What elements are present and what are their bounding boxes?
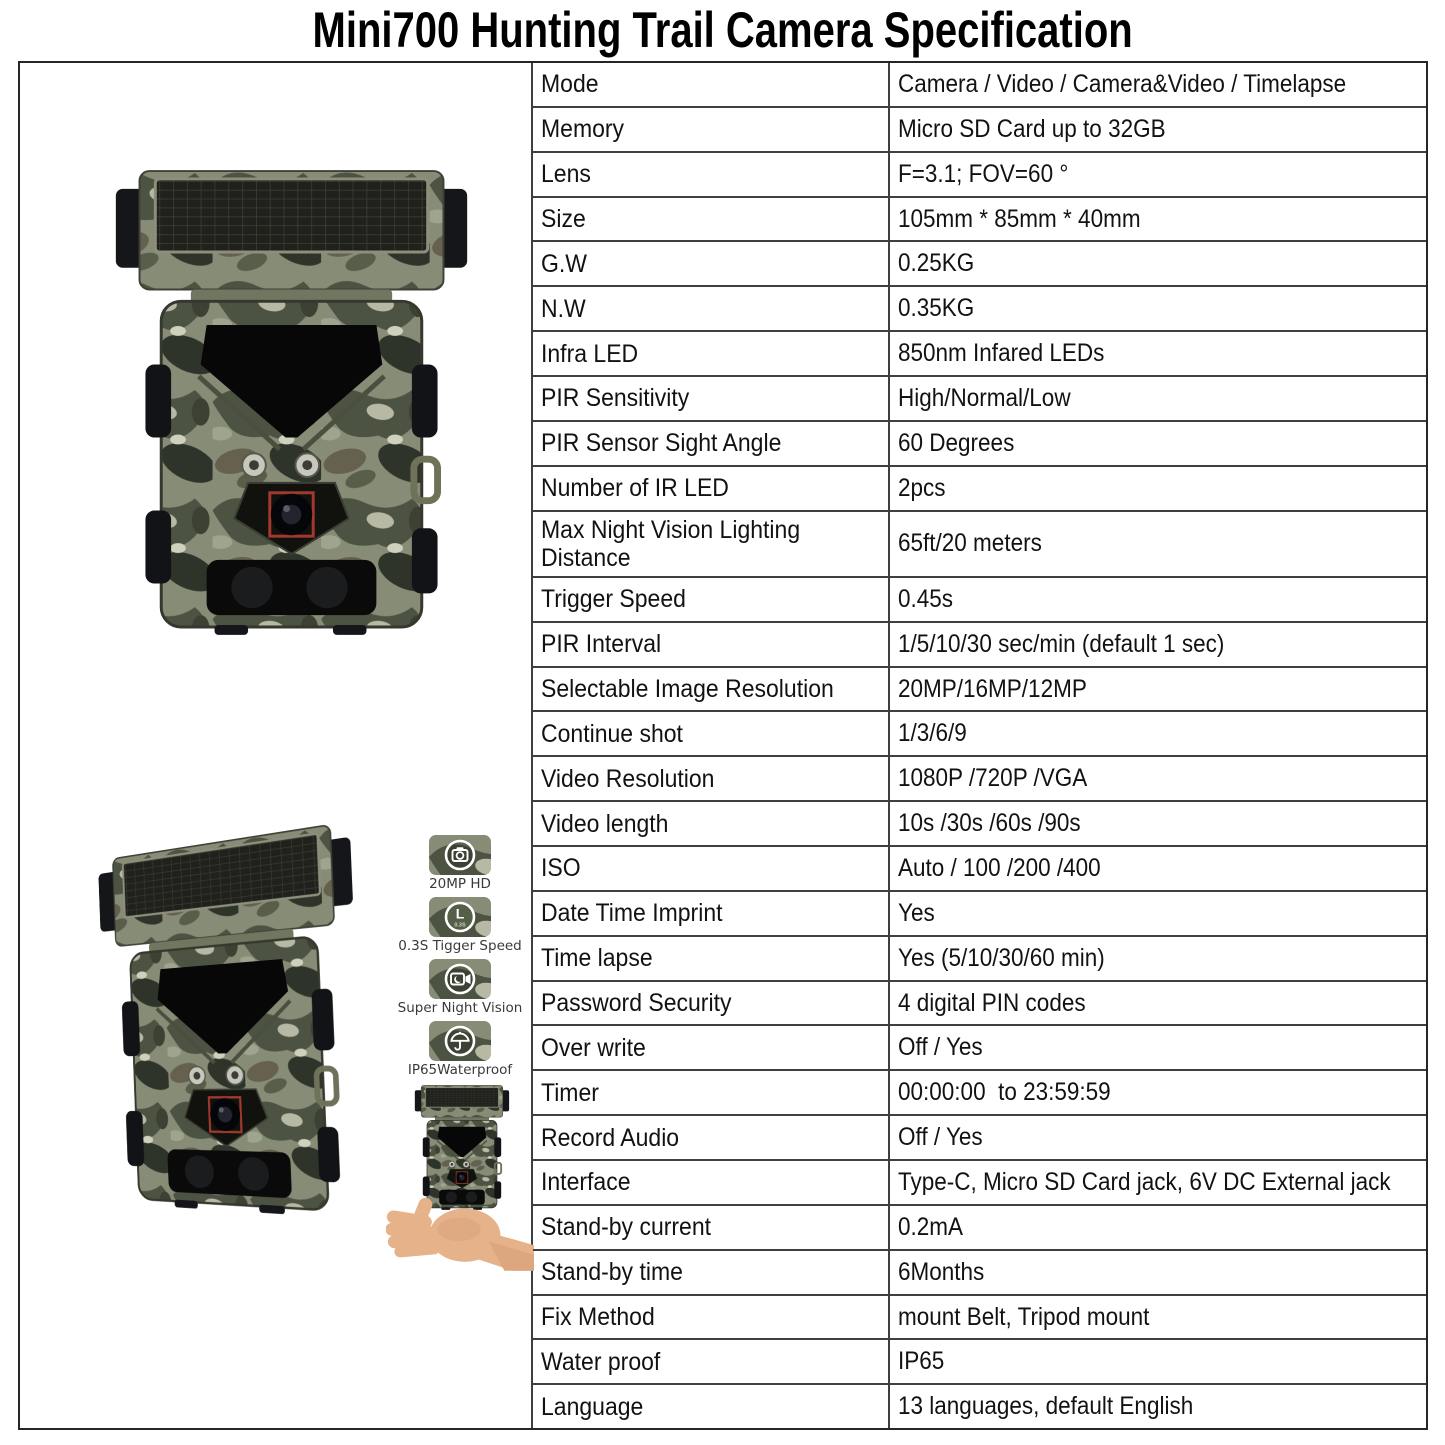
spec-value: 105mm * 85mm * 40mm bbox=[898, 204, 1141, 233]
spec-label: Max Night Vision Lighting Distance bbox=[533, 512, 890, 576]
trigger-speed-icon bbox=[429, 897, 491, 937]
spec-row bbox=[533, 1204, 1426, 1249]
spec-row bbox=[533, 755, 1426, 800]
camera-icon bbox=[429, 835, 491, 875]
spec-value: 2pcs bbox=[898, 473, 946, 502]
spec-row bbox=[533, 1114, 1426, 1159]
spec-value: 0.2mA bbox=[898, 1212, 964, 1241]
spec-row bbox=[533, 576, 1426, 621]
spec-label: Continue shot bbox=[533, 712, 890, 755]
spec-label: Record Audio bbox=[533, 1116, 890, 1159]
spec-row bbox=[533, 980, 1426, 1025]
spec-value: 00:00:00 to 23:59:59 bbox=[898, 1078, 1111, 1107]
spec-row bbox=[533, 845, 1426, 890]
spec-table bbox=[533, 63, 1426, 1428]
spec-row bbox=[533, 1069, 1426, 1114]
spec-label: Stand-by current bbox=[533, 1206, 890, 1249]
spec-value: 20MP/16MP/12MP bbox=[898, 674, 1087, 703]
spec-label: Date Time Imprint bbox=[533, 892, 890, 935]
spec-label: Selectable Image Resolution bbox=[533, 668, 890, 711]
spec-row bbox=[533, 1383, 1426, 1428]
spec-label: Fix Method bbox=[533, 1296, 890, 1339]
spec-label: G.W bbox=[533, 242, 890, 285]
spec-value: mount Belt, Tripod mount bbox=[898, 1302, 1150, 1331]
spec-value: 0.25KG bbox=[898, 249, 975, 278]
spec-row bbox=[533, 465, 1426, 510]
spec-value: 850nm Infared LEDs bbox=[898, 339, 1105, 368]
spec-row bbox=[533, 1159, 1426, 1204]
spec-row bbox=[533, 285, 1426, 330]
spec-value: Type-C, Micro SD Card jack, 6V DC External jack bbox=[898, 1167, 1391, 1196]
spec-value: Yes bbox=[898, 898, 935, 927]
spec-value: High/Normal/Low bbox=[898, 383, 1071, 412]
spec-label: PIR Sensitivity bbox=[533, 377, 890, 420]
spec-row bbox=[533, 890, 1426, 935]
camera-in-hand-photo bbox=[386, 1081, 534, 1271]
spec-row bbox=[533, 710, 1426, 755]
spec-row bbox=[533, 151, 1426, 196]
spec-sheet-frame bbox=[18, 61, 1428, 1430]
svg-text:L: L bbox=[455, 905, 465, 922]
spec-row bbox=[533, 666, 1426, 711]
spec-value: 65ft/20 meters bbox=[898, 529, 1042, 558]
spec-label: Video length bbox=[533, 802, 890, 845]
spec-label: Over write bbox=[533, 1026, 890, 1069]
feature-item bbox=[390, 959, 530, 1021]
night-vision-icon bbox=[429, 959, 491, 999]
spec-label: Memory bbox=[533, 108, 890, 151]
spec-label: Size bbox=[533, 198, 890, 241]
camera-front-photo bbox=[104, 163, 479, 637]
spec-row bbox=[533, 330, 1426, 375]
spec-row bbox=[533, 1338, 1426, 1383]
spec-value: Camera / Video / Camera&Video / Timelapse bbox=[898, 69, 1347, 98]
spec-row bbox=[533, 106, 1426, 151]
feature-label: Super Night Vision bbox=[397, 1000, 523, 1016]
spec-value: IP65 bbox=[898, 1347, 945, 1376]
spec-label: Video Resolution bbox=[533, 757, 890, 800]
spec-row bbox=[533, 935, 1426, 980]
spec-label: Password Security bbox=[533, 982, 890, 1025]
feature-badge-list bbox=[390, 835, 530, 1083]
spec-row bbox=[533, 240, 1426, 285]
spec-label: PIR Interval bbox=[533, 623, 890, 666]
spec-label: ISO bbox=[533, 847, 890, 890]
spec-value: 13 languages, default English bbox=[898, 1392, 1194, 1421]
spec-label: Number of IR LED bbox=[533, 467, 890, 510]
feature-item bbox=[390, 897, 530, 959]
spec-label: Interface bbox=[533, 1161, 890, 1204]
spec-label: PIR Sensor Sight Angle bbox=[533, 422, 890, 465]
spec-label: Infra LED bbox=[533, 332, 890, 375]
spec-row bbox=[533, 1294, 1426, 1339]
spec-label: Stand-by time bbox=[533, 1251, 890, 1294]
camera-angled-photo bbox=[90, 792, 378, 1245]
spec-value: Off / Yes bbox=[898, 1123, 983, 1152]
feature-item bbox=[390, 835, 530, 897]
spec-label: Time lapse bbox=[533, 937, 890, 980]
spec-value: Auto / 100 /200 /400 bbox=[898, 853, 1101, 882]
spec-row bbox=[533, 375, 1426, 420]
svg-text:0.3S: 0.3S bbox=[454, 922, 466, 929]
spec-row bbox=[533, 1024, 1426, 1069]
spec-value: Off / Yes bbox=[898, 1033, 983, 1062]
spec-label: N.W bbox=[533, 287, 890, 330]
product-image-panel bbox=[20, 63, 533, 1428]
spec-row bbox=[533, 1249, 1426, 1294]
spec-value: 60 Degrees bbox=[898, 428, 1015, 457]
spec-row bbox=[533, 420, 1426, 465]
waterproof-icon bbox=[429, 1021, 491, 1061]
spec-label: Mode bbox=[533, 63, 890, 106]
spec-value: 0.35KG bbox=[898, 294, 975, 323]
spec-label: Timer bbox=[533, 1071, 890, 1114]
spec-label: Trigger Speed bbox=[533, 578, 890, 621]
feature-label: IP65Waterproof bbox=[407, 1062, 513, 1078]
spec-value: 6Months bbox=[898, 1257, 985, 1286]
spec-value: F=3.1; FOV=60 ° bbox=[898, 159, 1069, 188]
page-title-text: Mini700 Hunting Trail Camera Specification bbox=[312, 2, 1133, 58]
spec-value: 1080P /720P /VGA bbox=[898, 764, 1088, 793]
page-title bbox=[0, 2, 1445, 58]
spec-value: 0.45s bbox=[898, 584, 954, 613]
spec-value: 10s /30s /60s /90s bbox=[898, 809, 1081, 838]
feature-label: 0.3S Tigger Speed bbox=[398, 938, 522, 954]
feature-label: 20MP HD bbox=[429, 876, 491, 892]
spec-row bbox=[533, 510, 1426, 576]
spec-value: Yes (5/10/30/60 min) bbox=[898, 943, 1105, 972]
spec-label: Lens bbox=[533, 153, 890, 196]
feature-item bbox=[390, 1021, 530, 1083]
spec-value: 1/3/6/9 bbox=[898, 719, 967, 748]
spec-value: 1/5/10/30 sec/min (default 1 sec) bbox=[898, 629, 1225, 658]
spec-value: 4 digital PIN codes bbox=[898, 988, 1086, 1017]
spec-label: Language bbox=[533, 1385, 890, 1428]
spec-value: Micro SD Card up to 32GB bbox=[898, 114, 1166, 143]
spec-row bbox=[533, 63, 1426, 106]
spec-row bbox=[533, 621, 1426, 666]
spec-row bbox=[533, 196, 1426, 241]
spec-label: Water proof bbox=[533, 1340, 890, 1383]
spec-row bbox=[533, 800, 1426, 845]
